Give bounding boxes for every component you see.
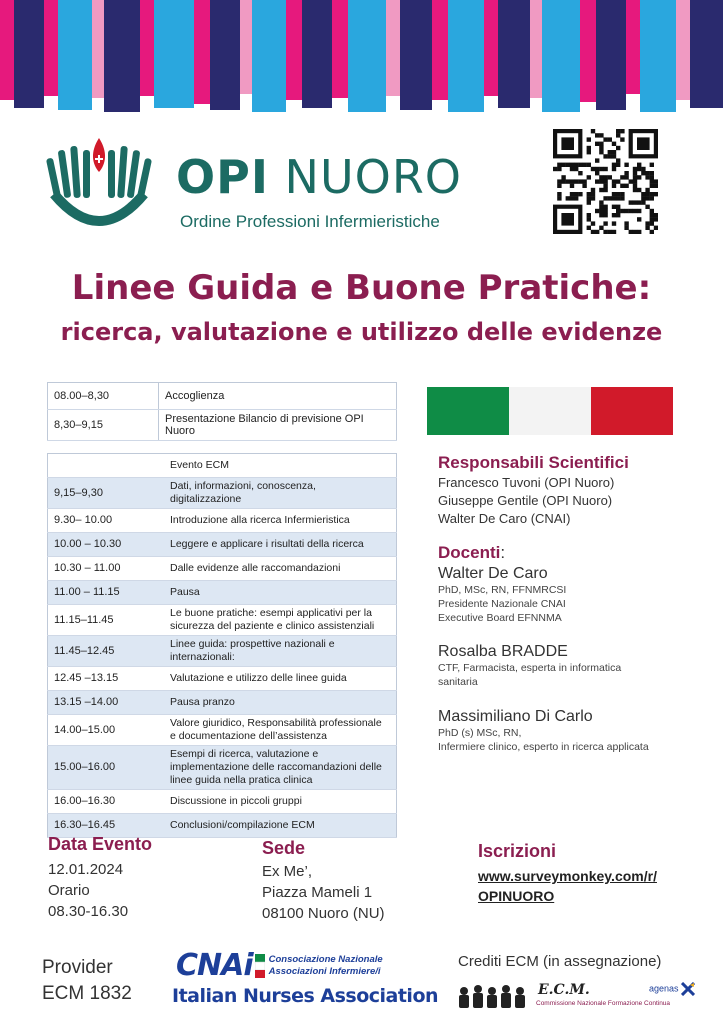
desc-cell: Le buone pratiche: esempi applicativi per la sicurezza del paziente e clinico assistenziali [164, 605, 397, 636]
data-evento-date: 12.01.2024 [48, 861, 124, 878]
data-evento-hours: 08.30-16.30 [48, 903, 129, 920]
time-cell: 10.00 – 10.30 [48, 533, 165, 557]
provider-code: ECM 1832 [42, 983, 132, 1004]
time-cell: 9,15–9,30 [48, 478, 165, 509]
table-row [48, 478, 397, 509]
docente-1 [438, 565, 566, 625]
ecm-schedule-table [47, 453, 397, 838]
docente-line: Infermiere clinico, esperto in ricerca applicata [438, 741, 649, 753]
agenas-mark-icon [681, 982, 695, 996]
desc-cell: Evento ECM [164, 454, 397, 478]
docente-line: PhD, MSc, RN, FFNMRCSI [438, 584, 567, 596]
desc-cell: Esempi di ricerca, valutazione e implementazione delle raccomandazioni delle linee guida nella pratica clinica [164, 746, 397, 790]
docente-name: Massimiliano Di Carlo [438, 708, 593, 725]
desc-cell: Discussione in piccoli gruppi [164, 790, 397, 814]
iscrizioni-block [478, 841, 657, 906]
iscrizioni-link[interactable]: www.surveymonkey.com/r/ [478, 868, 657, 884]
table-row [48, 509, 397, 533]
desc-cell: Leggere e applicare i risultati della ricerca [164, 533, 397, 557]
intro-schedule-table [47, 382, 397, 441]
desc-cell: Introduzione alla ricerca Infermieristica [164, 509, 397, 533]
cnai-logo: CNAi Consociazione Nazionale Associazioni Infermiere/i [176, 948, 383, 983]
table-row [48, 691, 397, 715]
desc-cell: Valutazione e utilizzo delle linee guida [164, 667, 397, 691]
flag-white [509, 387, 591, 435]
sede-line: Piazza Mameli 1 [262, 884, 373, 901]
crediti-text: Crediti ECM (in assegnazione) [458, 953, 662, 970]
time-cell: 11.00 – 11.15 [48, 581, 165, 605]
desc-cell: Dalle evidenze alle raccomandazioni [164, 557, 397, 581]
sede-line: Ex Me’, [262, 863, 313, 880]
table-row [48, 557, 397, 581]
provider-label: Provider [42, 957, 113, 978]
time-cell: 16.30–16.45 [48, 814, 165, 838]
table-row [48, 383, 397, 410]
desc-cell: Presentazione Bilancio di previsione OPI Nuoro [159, 410, 397, 441]
page-subtitle: ricerca, valutazione e utilizzo delle evidenze [60, 318, 663, 346]
agenas-logo: agenas [649, 982, 695, 996]
docente-name: Walter De Caro [438, 565, 548, 582]
page-title: Linee Guida e Buone Pratiche: [71, 268, 652, 308]
table-row [48, 790, 397, 814]
time-cell: 14.00–15.00 [48, 715, 165, 746]
desc-cell: Accoglienza [159, 383, 397, 410]
table-row [48, 636, 397, 667]
desc-cell: Valore giuridico, Responsabilità professionale e documentazione dell’assistenza [164, 715, 397, 746]
brand-title: OPI NUORO [176, 150, 463, 204]
table-row [48, 715, 397, 746]
sede-block [262, 838, 385, 924]
ecm-logo-text: E.C.M. [538, 982, 590, 998]
list-item: Giuseppe Gentile (OPI Nuoro) [438, 493, 613, 508]
iscrizioni-link-2[interactable]: OPINUORO [478, 888, 555, 904]
docente-line: sanitaria [438, 676, 478, 688]
responsabili-list [438, 474, 614, 528]
table-row [48, 746, 397, 790]
desc-cell: Linee guida: prospettive nazionali e internazionali: [164, 636, 397, 667]
docente-2 [438, 643, 621, 689]
data-evento-orario-label: Orario [48, 882, 90, 899]
docente-3 [438, 708, 649, 754]
table-row [48, 581, 397, 605]
ecm-logo-subtitle: Commissione Nazionale Formazione Continua [536, 1000, 671, 1007]
iscrizioni-heading: Iscrizioni [478, 841, 557, 861]
cnai-tagline: Italian Nurses Association [172, 985, 439, 1007]
sede-line: 08100 Nuoro (NU) [262, 905, 385, 922]
docente-line: Presidente Nazionale CNAI [438, 598, 566, 610]
desc-cell: Conclusioni/compilazione ECM [164, 814, 397, 838]
time-cell [48, 454, 165, 478]
time-cell: 10.30 – 11.00 [48, 557, 165, 581]
docente-name: Rosalba BRADDE [438, 643, 568, 660]
time-cell: 8,30–9,15 [48, 410, 159, 441]
table-row [48, 667, 397, 691]
time-cell: 12.45 –13.15 [48, 667, 165, 691]
italian-flag [427, 387, 673, 435]
flag-red [591, 387, 673, 435]
list-item: Walter De Caro (CNAI) [438, 511, 571, 526]
desc-cell: Pausa [164, 581, 397, 605]
ecm-people-icon [456, 982, 530, 1010]
table-row [48, 605, 397, 636]
time-cell: 08.00–8,30 [48, 383, 159, 410]
time-cell: 9.30– 10.00 [48, 509, 165, 533]
responsabili-heading: Responsabili Scientifici [438, 453, 629, 472]
data-evento-heading: Data Evento [48, 834, 153, 854]
time-cell: 13.15 –14.00 [48, 691, 165, 715]
table-row [48, 533, 397, 557]
flag-green [427, 387, 509, 435]
docenti-heading: Docenti: [438, 543, 506, 562]
qr-code[interactable] [553, 129, 658, 239]
brand-subtitle: Ordine Professioni Infermieristiche [180, 212, 440, 231]
time-cell: 11.15–11.45 [48, 605, 165, 636]
table-row [48, 410, 397, 441]
table-row [48, 454, 397, 478]
data-evento-block [48, 834, 152, 922]
provider-block [42, 955, 132, 1007]
sede-heading: Sede [262, 838, 306, 858]
desc-cell: Dati, informazioni, conoscenza, digitalizzazione [164, 478, 397, 509]
header-stripes [0, 0, 723, 118]
time-cell: 11.45–12.45 [48, 636, 165, 667]
opi-hands-logo [46, 136, 152, 238]
cnai-flag-icon [255, 952, 265, 980]
desc-cell: Pausa pranzo [164, 691, 397, 715]
time-cell: 15.00–16.00 [48, 746, 165, 790]
docente-line: CTF, Farmacista, esperta in informatica [438, 662, 622, 674]
time-cell: 16.00–16.30 [48, 790, 165, 814]
docente-line: PhD (s) MSc, RN, [438, 727, 522, 739]
list-item: Francesco Tuvoni (OPI Nuoro) [438, 475, 615, 490]
docente-line: Executive Board EFNNMA [438, 612, 562, 624]
